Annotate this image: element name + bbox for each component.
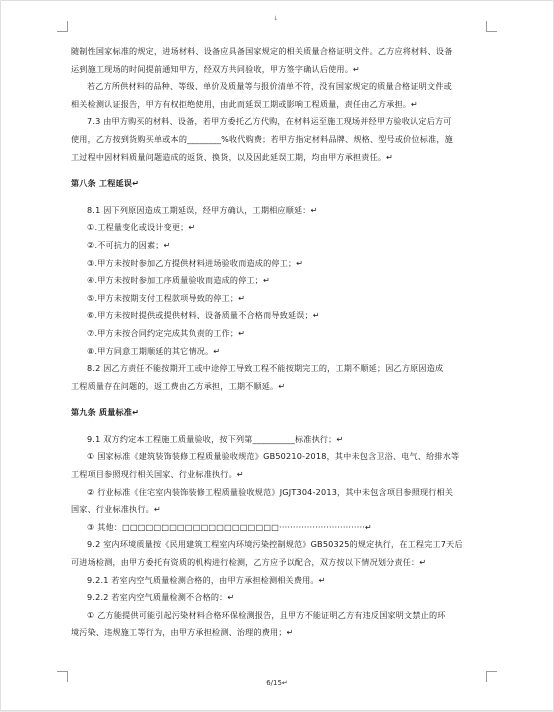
list-item: ⑤.甲方未按期支付工程款项导致的停工；↵ bbox=[87, 292, 246, 303]
list-item: ②.不可抗力的因素；↵ bbox=[87, 239, 171, 250]
body-line: ② 行业标准《住宅室内装饰装修工程质量验收规范》JGJT304-2013，其中未包含项目参照现行相关 bbox=[87, 486, 454, 497]
document-body bbox=[71, 43, 485, 642]
body-line: 国家、行业标准执行。↵ bbox=[71, 504, 161, 515]
body-line: ① 乙方能提供可能引起污染材料合格环保检测报告，且甲方不能证明乙方有违反国家明文禁止的环 bbox=[87, 609, 446, 620]
list-item: ③.甲方未按时参加乙方提供材料进场验收而造成的停工；↵ bbox=[87, 257, 304, 268]
list-item: ⑥.甲方未按时提供或提供材料、设备质量不合格而导致延误；↵ bbox=[87, 310, 320, 321]
body-line: 9.2.1 若室内空气质量检测合格的，由甲方承担检测相关费用。↵ bbox=[87, 574, 326, 585]
document-page bbox=[1, 1, 553, 710]
body-line: 7.3 由甲方购买的材料、设备，若甲方委托乙方代购，在材料运至施工现场并经甲方验收认定后方可 bbox=[87, 116, 452, 127]
section-heading-9: 第九条 质量标准↵ bbox=[71, 407, 140, 418]
body-line: 9.2.2 若室内空气质量检测不合格的：↵ bbox=[87, 592, 235, 603]
paragraph-mark: ↓ bbox=[273, 15, 279, 22]
body-line: ③ 其他：□□□□□□□□□□□□□□□□□□□□·······························↵ bbox=[87, 521, 372, 532]
body-line: 境污染、违规施工等行为，由甲方承担检测、治理的费用；↵ bbox=[71, 627, 294, 638]
body-line: 相关检测认证报告，甲方有权拒绝使用，由此而延误工期或影响工程质量，责任由乙方承担。↵ bbox=[71, 98, 419, 109]
list-item: ⑦.甲方未按合同约定完成其负责的工作；↵ bbox=[87, 327, 246, 338]
body-line: 9.2 室内环境质量按《民用建筑工程室内环境污染控制规范》GB50325的规定执行，在工程完工7天后 bbox=[87, 539, 463, 550]
page-number: 6/15↵ bbox=[266, 679, 288, 687]
body-line: 工程质量存在问题的，返工费由乙方承担，工期不顺延。↵ bbox=[71, 380, 286, 391]
list-item: ⑧.甲方同意工期顺延的其它情况。↵ bbox=[87, 345, 221, 356]
crop-mark-top-left bbox=[57, 21, 68, 32]
body-line: 运到施工现场的时间提前通知甲方，经双方共同验收，甲方签字确认后使用。↵ bbox=[71, 63, 360, 74]
body-line: 9.1 双方约定本工程施工质量验收，按下列第__________标准执行；↵ bbox=[87, 433, 344, 444]
section-heading-8: 第八条 工程延误↵ bbox=[71, 178, 140, 189]
body-line: ① 国家标准《建筑装饰装修工程质量验收规范》GB50210-2018，其中未包含卫浴、电气、给排水等 bbox=[87, 451, 460, 462]
body-line: 使用，乙方按到货购买单或本的________%收代购费；若甲方指定材料品牌、规格、型号或价位标准，施 bbox=[71, 133, 453, 144]
crop-mark-top-right bbox=[486, 21, 497, 32]
body-line: 若乙方所供材料的品种、等级、单价及质量等与报价清单不符，没有国家规定的质量合格证明文件或 bbox=[87, 81, 452, 92]
body-line: 可进场检测，由甲方委托有资质的机构进行检测，乙方应予以配合，双方按以下情况划分责任：↵ bbox=[71, 557, 427, 568]
list-item: ①.工程量变化或设计变更；↵ bbox=[87, 222, 196, 233]
body-line: 随制性国家标准的规定，进场材料、设备应具备国家规定的相关质量合格证明文件。乙方应将材料、设备 bbox=[71, 46, 453, 56]
body-line: 8.1 因下列原因造成工期延误，经甲方确认，工期相应顺延：↵ bbox=[87, 204, 318, 215]
body-line: 8.2 因乙方责任不能按期开工或中途停工导致工程不能按期完工的，工期不顺延；因乙方原因造成 bbox=[87, 363, 444, 374]
list-item: ④.甲方未按时参加工序质量验收而造成的停工；↵ bbox=[87, 275, 271, 286]
body-line: 工程项目参照现行相关国家、行业标准执行。↵ bbox=[71, 469, 244, 480]
body-line: 工过程中因材料质量问题造成的返货、换货，以及因此延误工期，均由甲方承担责任。↵ bbox=[71, 151, 394, 162]
